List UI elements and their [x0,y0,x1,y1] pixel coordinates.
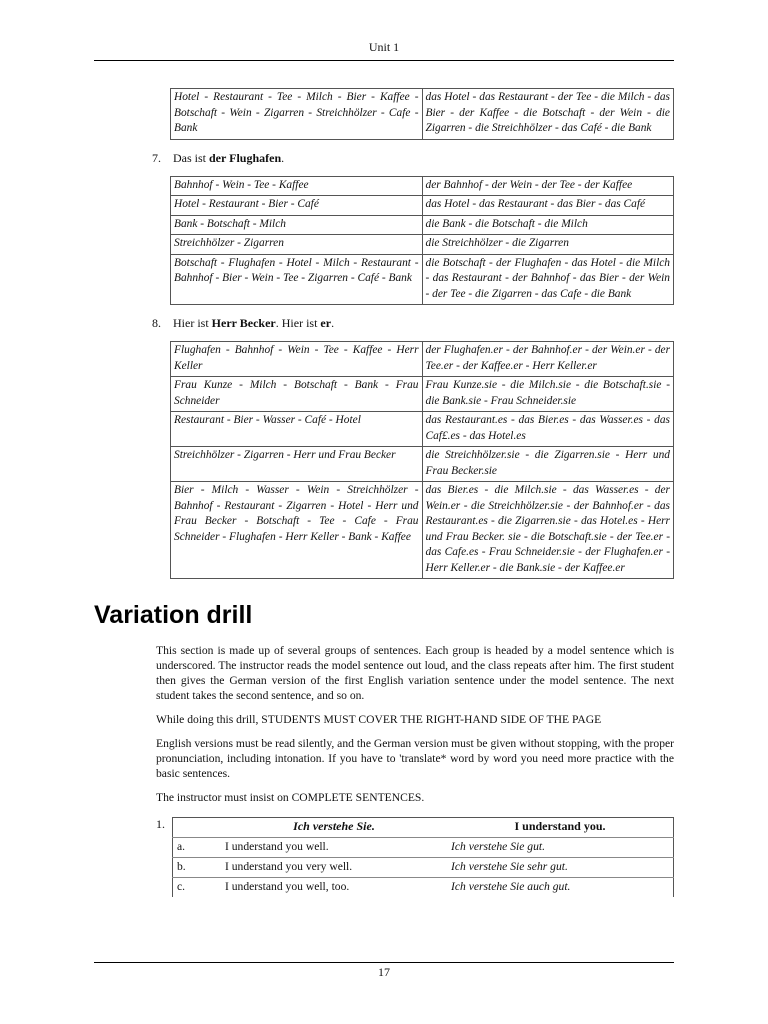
item-number: 7. [152,150,161,165]
cue-cell: Frau Kunze - Milch - Botschaft - Bank - Frau Schneider [171,377,423,412]
cue-cell: Streichhölzer - Zigarren - Herr und Frau Becker [171,447,423,482]
english-sentence: I understand you well. [221,838,447,858]
drill-table [172,817,674,897]
answer-cell: der Flughafen.er - der Bahnhof.er - der Wein.er - der Tee.er - der Kaffee.er - Herr Keller.er [422,342,674,377]
answer-cell: das Bier.es - die Milch.sie - das Wasser.es - der Wein.er - die Streichhölzer.sie - der Bahnhof.er - das Restaurant.es - die Zigarren.sie - das Hotel.es - Herr und Frau Becker. sie - die Botschaft.sie - der Tee.er - das Cafe.es - Frau Schneider.sie - der Flughafen.er - Herr Keller.er - die Bank.sie - der Kaffee.er [422,482,674,579]
answer-cell: das Hotel - das Restaurant - der Tee - die Milch - das Bier - der Kaffee - die Botschaft - der Wein - die Zigarren - die Streichhölzer - das Café - die Bank [422,89,674,140]
answer-cell: das Restaurant.es - das Bier.es - das Wasser.es - das Caf£.es - das Hotel.es [422,412,674,447]
german-sentence: Ich verstehe Sie auch gut. [451,880,571,893]
footer-rule [94,962,674,963]
english-sentence: I understand you well, too. [225,880,350,893]
drill-row [173,838,674,858]
model-sentence-bold: der Flughafen [209,150,282,165]
table-row [171,342,674,377]
exercise-table-7 [170,176,674,306]
cue-cell: Bahnhof - Wein - Tee - Kaffee [171,176,423,196]
answer-cell: das Hotel - das Restaurant - das Bier - das Café [422,196,674,216]
drill-letter: a. [173,838,222,858]
cue-cell: Flughafen - Bahnhof - Wein - Tee - Kaffee - Herr Keller [171,342,423,377]
cue-cell: Streichhölzer - Zigarren [171,235,423,255]
cue-cell: Hotel - Restaurant - Tee - Milch - Bier - Kaffee - Botschaft - Wein - Zigarren - Streichhölzer - Cafe - Bank [171,89,423,140]
section-heading: Variation drill [94,601,253,629]
item-number: 8. [152,316,161,330]
table-row [171,89,674,140]
item-8-label [152,316,674,331]
model-sentence-start: Hier ist [173,316,212,330]
header-rule [94,60,674,61]
drill-letter: b. [173,858,222,878]
drill-letter: c. [177,880,186,893]
model-sentence-middle: . Hier ist [275,316,321,330]
drill-row [173,878,674,898]
answer-cell: die Streichhölzer.sie - die Zigarren.sie - Herr und Frau Becker.sie [422,447,674,482]
drill-number: 1. [156,817,165,831]
model-sentence-german: Ich verstehe Sie. [221,818,447,838]
cue-cell: Botschaft - Flughafen - Hotel - Milch - Restaurant - Bahnhof - Bier - Wein - Tee - Zigarren - Café - Bank [171,254,423,305]
model-sentence-end: . [331,316,335,330]
page-content [94,88,674,897]
german-sentence: Ich verstehe Sie gut. [447,838,674,858]
table-row [171,377,674,412]
item-7-label [152,151,674,166]
english-sentence: I understand you very well. [221,858,447,878]
model-sentence-end: . [281,150,285,165]
exercise-table-continued [170,88,674,140]
answer-cell: die Streichhölzer - die Zigarren [422,235,674,255]
answer-cell: die Bank - die Botschaft - die Milch [422,215,674,235]
empty-header-cell [173,818,222,838]
instruction-paragraph: While doing this drill, STUDENTS MUST COVER THE RIGHT-HAND SIDE OF THE PAGE [156,713,602,726]
cue-cell: Bier - Milch - Wasser - Wein - Streichhölzer - Bahnhof - Restaurant - Zigarren - Hotel - Herr und Frau Becker - Botschaft - Tee - Cafe - Frau Schneider - Flughafen - Herr Keller - Bank - Kaffee [171,482,423,579]
answer-cell: Frau Kunze.sie - die Milch.sie - die Botschaft.sie - die Bank.sie - Frau Schneider.sie [422,377,674,412]
page-number: 17 [378,965,390,979]
table-row [171,176,674,196]
cue-cell: Bank - Botschaft - Milch [171,215,423,235]
table-row [171,447,674,482]
table-row [171,235,674,255]
drill-row [173,858,674,878]
german-sentence: Ich verstehe Sie sehr gut. [447,858,674,878]
exercise-table-8 [170,341,674,579]
answer-cell: die Botschaft - der Flughafen - das Hotel - die Milch - das Restaurant - der Bahnhof - das Bier - der Wein - der Tee - die Zigarren - das Cafe - die Bank [422,254,674,305]
table-row [171,196,674,216]
table-row [171,254,674,305]
cue-cell: Restaurant - Bier - Wasser - Café - Hotel [171,412,423,447]
table-row [171,412,674,447]
model-sentence-bold: Herr Becker [211,316,276,330]
table-row [171,215,674,235]
drill-model-row [173,818,674,838]
instruction-paragraph: This section is made up of several groups of sentences. Each group is headed by a model sentence which is underscored. The instructor reads the model sentence out loud, and the class repeats after him. The first student then gives the German version of the first English variation sentence under the model sentence. The next student takes the second sentence, and so on. [156,644,674,702]
model-sentence-start: Das ist [173,150,209,165]
running-header: Unit 1 [368,40,400,54]
model-sentence-bold: er [320,316,332,330]
instruction-paragraph: The instructor must insist on COMPLETE SENTENCES. [156,791,425,804]
answer-cell: der Bahnhof - der Wein - der Tee - der Kaffee [422,176,674,196]
drill-group-1 [156,817,674,897]
instruction-paragraph: English versions must be read silently, and the German version must be given without stopping, with the proper pronunciation, including intonation. If you have to 'translate* word by word you need more practice with the basic sentences. [156,737,674,780]
cue-cell: Hotel - Restaurant - Bier - Café [171,196,423,216]
model-sentence-english: I understand you. [447,818,674,838]
table-row [171,482,674,579]
